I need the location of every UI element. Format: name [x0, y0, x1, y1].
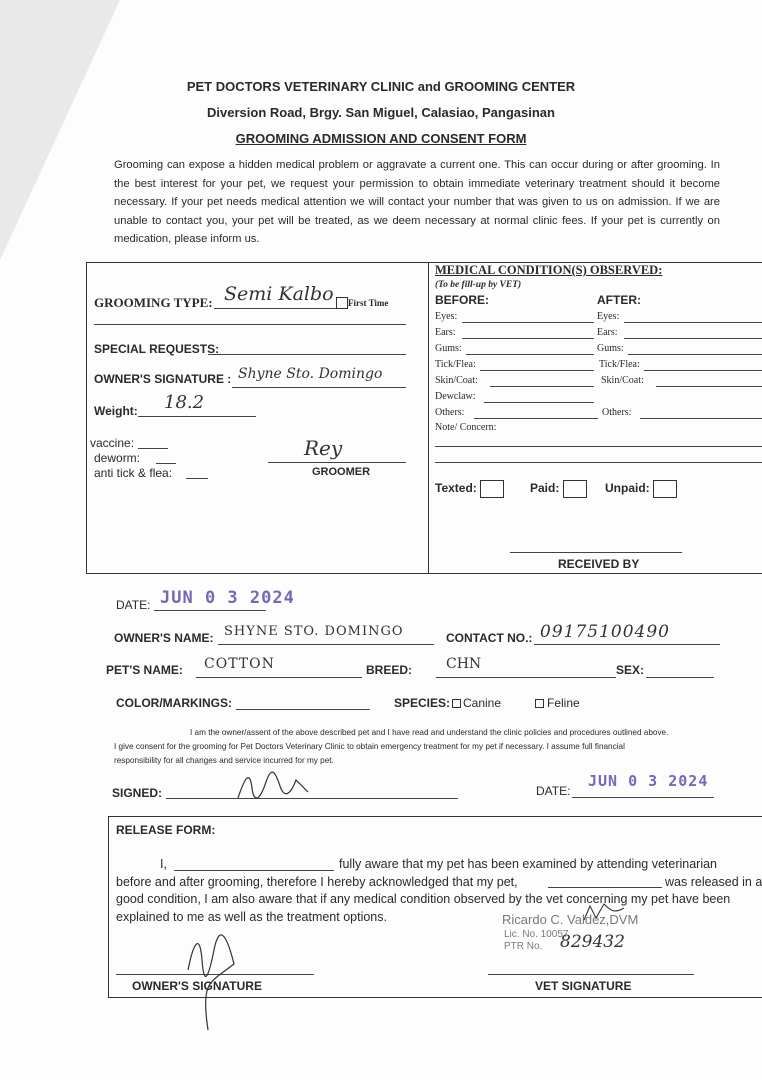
groomer-label: GROOMER: [312, 466, 371, 478]
release-pet-line[interactable]: [548, 887, 662, 888]
contact-label: CONTACT NO.:: [446, 631, 533, 645]
before-gums-line[interactable]: [466, 354, 594, 355]
first-time-checkbox[interactable]: [336, 297, 348, 309]
weight-line[interactable]: [138, 416, 256, 417]
form-title: GROOMING ADMISSION AND CONSENT FORM: [235, 131, 527, 146]
before-others-label: Others:: [435, 407, 465, 418]
before-tick-line[interactable]: [480, 370, 594, 371]
intro-paragraph: Grooming can expose a hidden medical problem or aggravate a current one. This can occur during or after grooming. In the best interest for your pet, we request your permission to obtain immediate veterinary treatment should it become necessary. If your pet needs medical attention we will contact your number that was given to us on admission. If we are unable to contact you, your pet will be treated, as we deem necessary at normal clinic fees. If your pet is currently on medication, please inform us.: [114, 159, 720, 246]
color-label: COLOR/MARKINGS:: [116, 696, 232, 710]
vet-lic-stamp: Lic. No. 10057: [504, 929, 569, 940]
date-stamp: JUN 0 3 2024: [160, 588, 295, 608]
antitick-line[interactable]: [186, 478, 208, 479]
owner-signature-label: OWNER'S SIGNATURE :: [94, 372, 232, 386]
sex-label: SEX:: [616, 663, 645, 677]
weight-label: Weight:: [94, 404, 138, 418]
paid-label: [530, 480, 587, 498]
date-line[interactable]: [154, 610, 266, 611]
consent-date-line[interactable]: [572, 797, 714, 798]
pet-name-label: PET'S NAME:: [106, 663, 183, 677]
after-eyes-label: Eyes:: [597, 311, 620, 322]
after-eyes-line[interactable]: [624, 322, 762, 323]
owner-name-line[interactable]: [218, 644, 434, 645]
weight-value: 18.2: [164, 392, 205, 413]
first-time-label: First Time: [348, 298, 389, 308]
breed-line[interactable]: [436, 677, 616, 678]
before-ears-line[interactable]: [462, 338, 594, 339]
feline-checkbox[interactable]: [535, 699, 544, 708]
after-others-label: Others:: [602, 407, 632, 418]
unpaid-checkbox[interactable]: [653, 480, 677, 498]
grooming-type-label: GROOMING TYPE:: [94, 295, 213, 310]
release-line2a: before and after grooming, therefore I hereby acknowledged that my pet,: [116, 875, 518, 889]
breed-value: CHN: [446, 656, 482, 672]
release-line4: explained to me as well as the treatment options.: [116, 910, 387, 924]
species-label: SPECIES:: [394, 696, 451, 710]
grooming-type-value[interactable]: Semi Kalbo: [224, 283, 334, 305]
owner-signature-line[interactable]: [232, 387, 406, 388]
consent-date-stamp: JUN 0 3 2024: [588, 772, 709, 790]
received-by-line[interactable]: [510, 552, 682, 553]
canine-label: Canine: [463, 696, 502, 710]
after-tick-line[interactable]: [644, 370, 762, 371]
before-eyes-label: Eyes:: [435, 311, 458, 322]
before-skin-label: Skin/Coat:: [435, 375, 478, 386]
before-ears-label: Ears:: [435, 327, 456, 338]
paid-text: Paid:: [530, 481, 560, 496]
after-label: AFTER:: [597, 293, 641, 307]
deworm-line[interactable]: [156, 463, 176, 464]
owner-name-value: SHYNE STO. DOMINGO: [224, 624, 404, 639]
dewclaw-line[interactable]: [484, 402, 594, 403]
grooming-type-line: [214, 308, 336, 309]
owner-name-label: OWNER'S NAME:: [114, 631, 214, 645]
release-line1b: fully aware that my pet has been examined by attending veterinarian: [339, 857, 718, 871]
note-line-2[interactable]: [435, 462, 762, 463]
breed-label: BREED:: [366, 663, 413, 677]
signed-line[interactable]: [166, 798, 458, 799]
vet-signature: [580, 900, 630, 924]
after-tick-label: Tick/Flea:: [599, 359, 640, 370]
received-by-label: RECEIVED BY: [558, 557, 640, 571]
before-skin-line[interactable]: [490, 386, 594, 387]
date-label: DATE:: [116, 598, 151, 612]
after-gums-label: Gums:: [597, 343, 624, 354]
unpaid-text: Unpaid:: [605, 481, 650, 496]
vaccine-label: vaccine:: [90, 436, 135, 450]
release-line3: good condition, I am also aware that if any medical condition observed by the vet concerning my pet have been: [116, 892, 731, 906]
texted-checkbox[interactable]: [480, 480, 504, 498]
unpaid-label: [605, 480, 677, 498]
after-ears-label: Ears:: [597, 327, 618, 338]
special-requests-label: SPECIAL REQUESTS:: [94, 342, 220, 356]
special-requests-line[interactable]: [208, 354, 406, 355]
consent-date-label: DATE:: [536, 784, 571, 798]
release-title: RELEASE FORM:: [116, 823, 216, 837]
pet-name-line[interactable]: [196, 677, 362, 678]
groomer-value: Rey: [304, 436, 343, 460]
before-others-line[interactable]: [474, 418, 598, 419]
vaccine-line[interactable]: [138, 448, 168, 449]
release-line1a: I,: [160, 857, 167, 871]
pet-name-value: COTTON: [204, 656, 275, 672]
vet-signature-label: VET SIGNATURE: [535, 979, 632, 993]
signed-signature: [232, 770, 312, 802]
after-skin-label: Skin/Coat:: [601, 375, 644, 386]
owner-signature-value: Shyne Sto. Domingo: [238, 366, 383, 382]
consent-text-1: I am the owner/assent of the above described pet and I have read and understand the clinic policies and procedures outlined above.: [190, 728, 669, 737]
texted-text: Texted:: [435, 481, 477, 496]
vet-ptr-label: PTR No.: [504, 941, 543, 952]
vet-signature-line[interactable]: [488, 974, 694, 975]
sex-line[interactable]: [646, 677, 714, 678]
release-owner-line[interactable]: [174, 870, 334, 871]
after-gums-line[interactable]: [628, 354, 762, 355]
note-label: Note/ Concern:: [435, 422, 497, 433]
owner-signature-release-label: OWNER'S SIGNATURE: [132, 979, 262, 993]
release-line2b: was released in a: [665, 875, 762, 889]
feline-label: Feline: [547, 696, 580, 710]
signed-label: SIGNED:: [112, 786, 163, 800]
box-divider: [428, 262, 429, 573]
medical-subtitle: (To be fill-up by VET): [435, 280, 522, 290]
medical-title: MEDICAL CONDITION(S) OBSERVED:: [435, 263, 663, 277]
before-tick-label: Tick/Flea:: [435, 359, 476, 370]
vet-name-stamp: Ricardo C. Valdez,DVM: [502, 912, 639, 927]
contact-line[interactable]: [534, 644, 720, 645]
groomer-line[interactable]: [268, 462, 406, 463]
dewclaw-label: Dewclaw:: [435, 391, 476, 402]
vet-ptr-value: 829432: [560, 932, 625, 952]
before-gums-label: Gums:: [435, 343, 462, 354]
antitick-label: anti tick & flea:: [94, 466, 173, 480]
contact-value: 09175100490: [540, 622, 670, 642]
after-skin-line[interactable]: [656, 386, 762, 387]
grooming-type-line-2: [94, 324, 406, 325]
after-others-line[interactable]: [640, 418, 762, 419]
page-fold-shadow: [0, 0, 120, 260]
deworm-label: deworm:: [94, 451, 141, 465]
consent-text-2: I give consent for the grooming for Pet Doctors Veterinary Clinic to obtain emergency treatment for my pet if necessary. I assume full financial: [114, 742, 625, 751]
texted-label: [435, 480, 504, 498]
clinic-address: Diversion Road, Brgy. San Miguel, Calasiao, Pangasinan: [207, 105, 555, 120]
clinic-name: PET DOCTORS VETERINARY CLINIC and GROOMING CENTER: [186, 79, 576, 94]
consent-text-3: responsibility for all changes and service incurred for my pet.: [114, 756, 334, 765]
note-line-1[interactable]: [435, 446, 762, 447]
before-label: BEFORE:: [435, 293, 489, 307]
after-ears-line[interactable]: [624, 338, 762, 339]
canine-checkbox[interactable]: [452, 699, 461, 708]
paid-checkbox[interactable]: [563, 480, 587, 498]
color-line[interactable]: [236, 709, 370, 710]
before-eyes-line[interactable]: [462, 322, 594, 323]
